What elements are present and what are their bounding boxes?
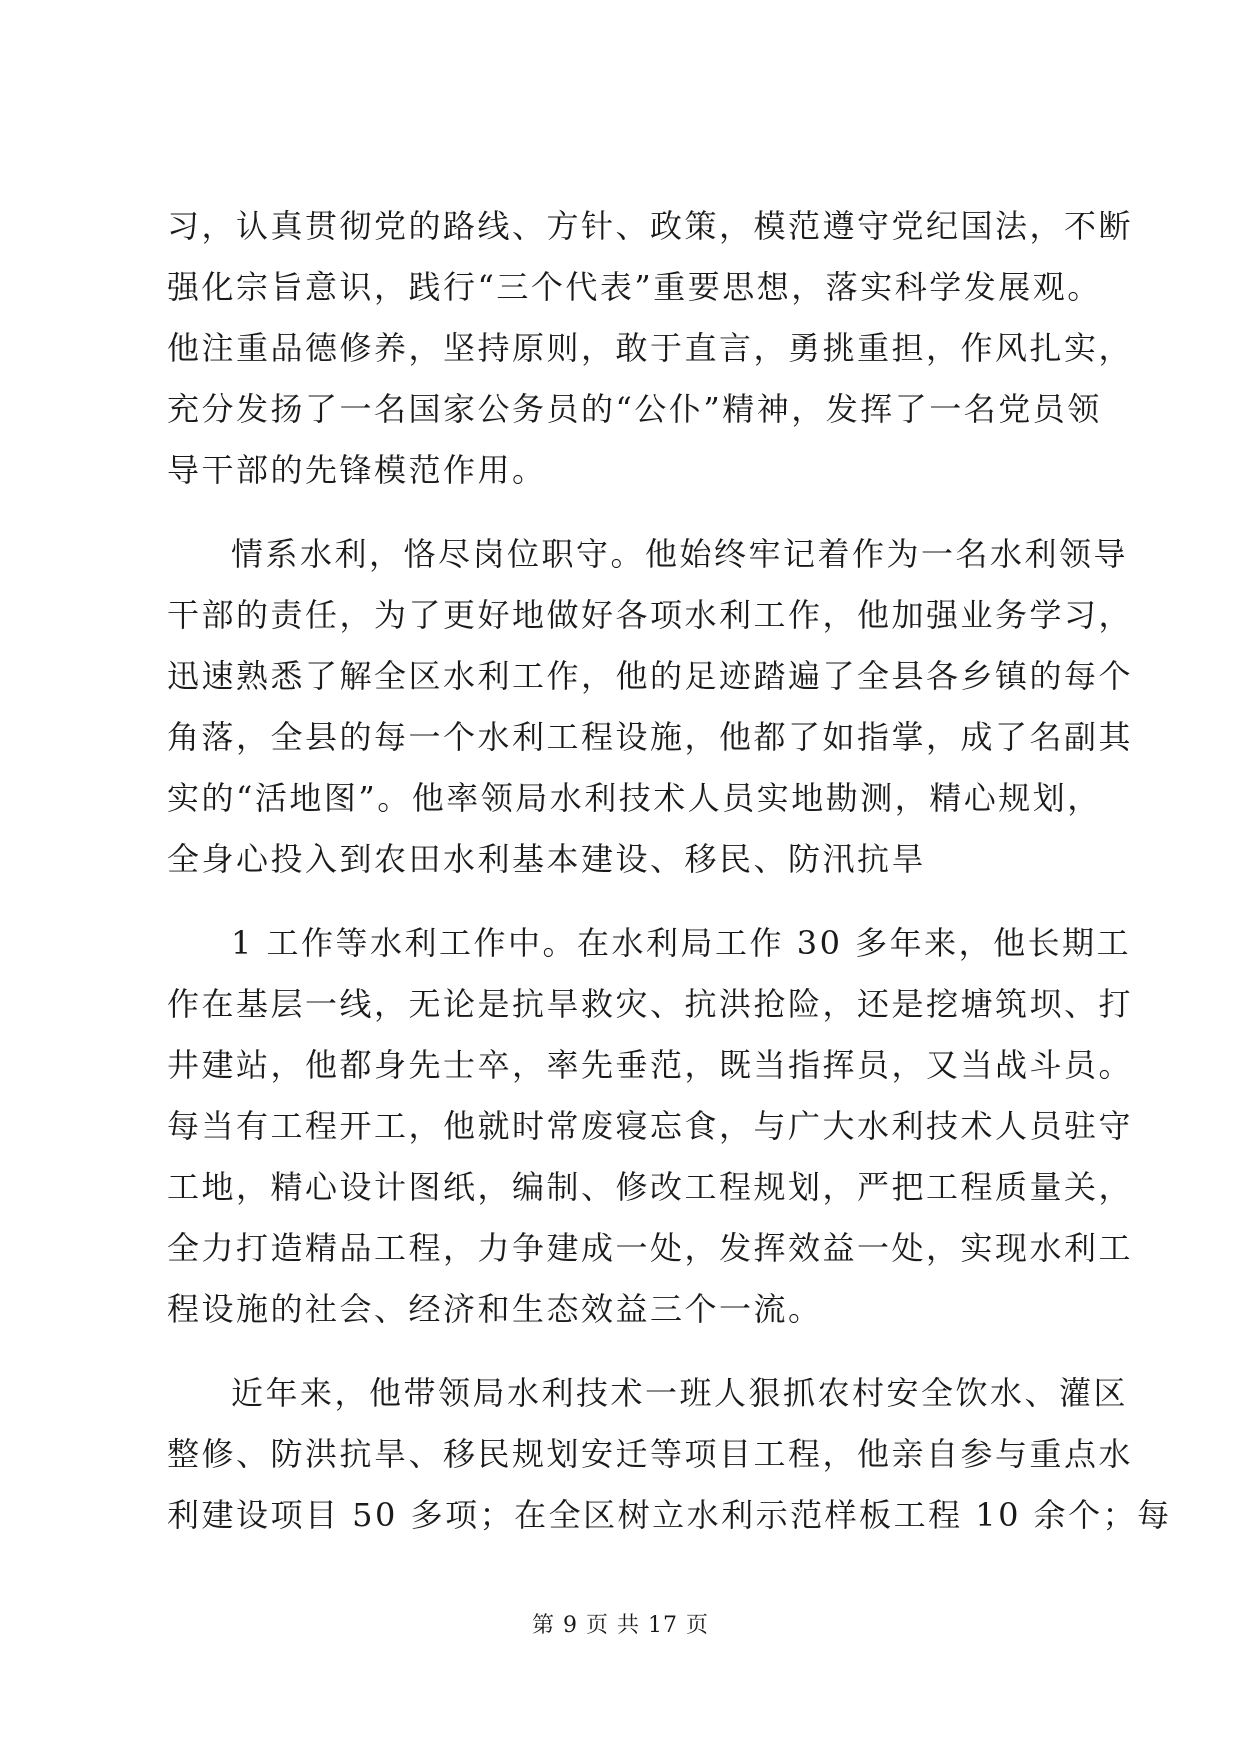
paragraph-3-line-1: 1 工作等水利工作中。在水利局工作 30 多年来，他长期工	[231, 924, 1132, 962]
paragraph-1-line-3: 他注重品德修养，坚持原则，敢于直言，勇挑重担，作风扎实，	[167, 329, 1134, 367]
paragraph-3-line-7: 程设施的社会、经济和生态效益三个一流。	[167, 1290, 823, 1328]
paragraph-3-line-5: 工地，精心设计图纸，编制、修改工程规划，严把工程质量关，	[167, 1168, 1134, 1206]
paragraph-4-line-2: 整修、防洪抗旱、移民规划安迁等项目工程，他亲自参与重点水	[167, 1435, 1134, 1473]
page-number-footer: 第 9 页 共 17 页	[532, 1613, 709, 1638]
paragraph-2-line-6: 全身心投入到农田水利基本建设、移民、防汛抗旱	[167, 840, 927, 878]
paragraph-1-line-1: 习，认真贯彻党的路线、方针、政策，模范遵守党纪国法，不断	[167, 207, 1134, 245]
paragraph-3-line-2: 作在基层一线，无论是抗旱救灾、抗洪抢险，还是挖塘筑坝、打	[167, 985, 1134, 1023]
paragraph-3-line-6: 全力打造精品工程，力争建成一处，发挥效益一处，实现水利工	[167, 1229, 1134, 1267]
paragraph-2-line-5: 实的“活地图”。他率领局水利技术人员实地勘测，精心规划，	[167, 779, 1102, 817]
paragraph-1-line-5: 导干部的先锋模范作用。	[167, 451, 547, 489]
paragraph-1-line-2: 强化宗旨意识，践行“三个代表”重要思想，落实科学发展观。	[167, 268, 1102, 306]
paragraph-2-line-1: 情系水利，恪尽岗位职守。他始终牢记着作为一名水利领导	[231, 535, 1129, 573]
paragraph-1-line-4: 充分发扬了一名国家公务员的“公仆”精神，发挥了一名党员领	[167, 390, 1102, 428]
paragraph-3-line-3: 井建站，他都身先士卒，率先垂范，既当指挥员，又当战斗员。	[167, 1046, 1134, 1084]
paragraph-2-line-2: 干部的责任，为了更好地做好各项水利工作，他加强业务学习，	[167, 596, 1134, 634]
paragraph-4-line-3: 利建设项目 50 多项；在全区树立水利示范样板工程 10 余个；每	[167, 1496, 1172, 1534]
paragraph-4-line-1: 近年来，他带领局水利技术一班人狠抓农村安全饮水、灌区	[231, 1374, 1129, 1412]
paragraph-2-line-4: 角落，全县的每一个水利工程设施，他都了如指掌，成了名副其	[167, 718, 1134, 756]
paragraph-2-line-3: 迅速熟悉了解全区水利工作，他的足迹踏遍了全县各乡镇的每个	[167, 657, 1134, 695]
paragraph-3-line-4: 每当有工程开工，他就时常废寝忘食，与广大水利技术人员驻守	[167, 1107, 1134, 1145]
